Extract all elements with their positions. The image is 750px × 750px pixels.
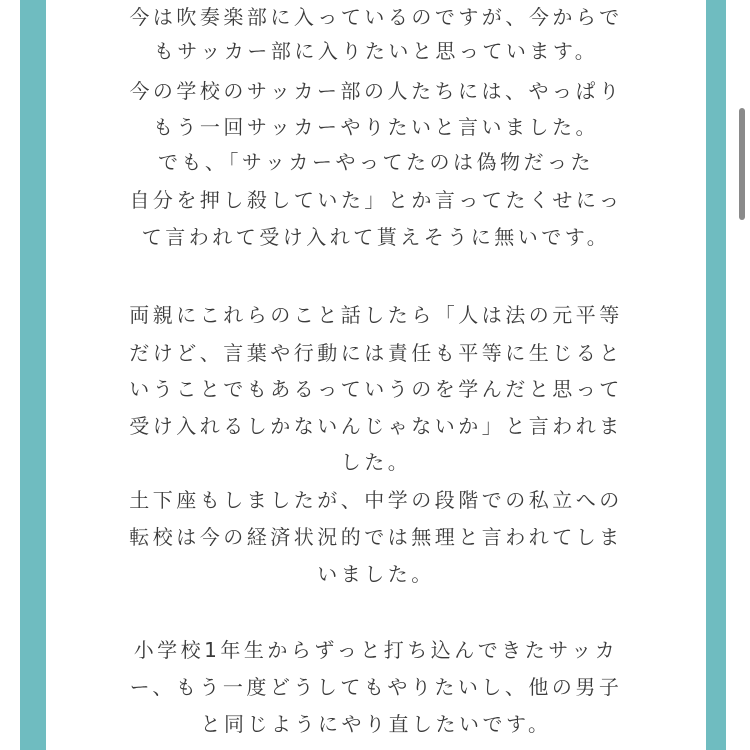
message-line: いました。: [317, 562, 435, 586]
message-line: 今の学校のサッカー部の人たちには、やっぱり: [129, 79, 623, 103]
message-line: 受け入れるしかないんじゃないか」と言われま: [129, 414, 623, 438]
message-line: いうことでもあるっていうのを学んだと思って: [129, 377, 623, 401]
message-line: でも、「サッカーやってたのは偽物だった: [157, 150, 595, 174]
message-line-blank: [46, 257, 706, 291]
message-line: ー、もう一度どうしてもやりたいし、他の男子: [129, 675, 623, 699]
message-line: だけど、言葉や行動には責任も平等に生じると: [129, 341, 623, 365]
message-line: と同じようにやり直したいです。: [200, 712, 552, 736]
message-line: 小学校1年生からずっと打ち込んできたサッカ: [133, 638, 619, 662]
card-frame-right: [706, 0, 726, 750]
message-line: もう一回サッカーやりたいと言いました。: [152, 115, 600, 139]
message-line-blank: [46, 594, 706, 628]
scrollbar-thumb[interactable]: [739, 108, 745, 220]
message-line: もサッカー部に入りたいと思っています。: [153, 39, 599, 63]
message-line: 自分を押し殺していた」とか言ってたくせにっ: [129, 188, 623, 212]
message-line: 今は吹奏楽部に入っているのですが、今からで: [129, 5, 623, 29]
message-line: 両親にこれらのこと話したら「人は法の元平等: [129, 303, 623, 327]
message-line: した。: [340, 450, 412, 474]
message-line: て言われて受け入れて貰えそうに無いです。: [141, 225, 611, 249]
message-line: 土下座もしましたが、中学の段階での私立への: [129, 488, 623, 512]
message-line: 転校は今の経済状況的では無理と言われてしま: [129, 525, 623, 549]
card-frame-left: [20, 0, 46, 750]
message-card: [46, 0, 706, 750]
